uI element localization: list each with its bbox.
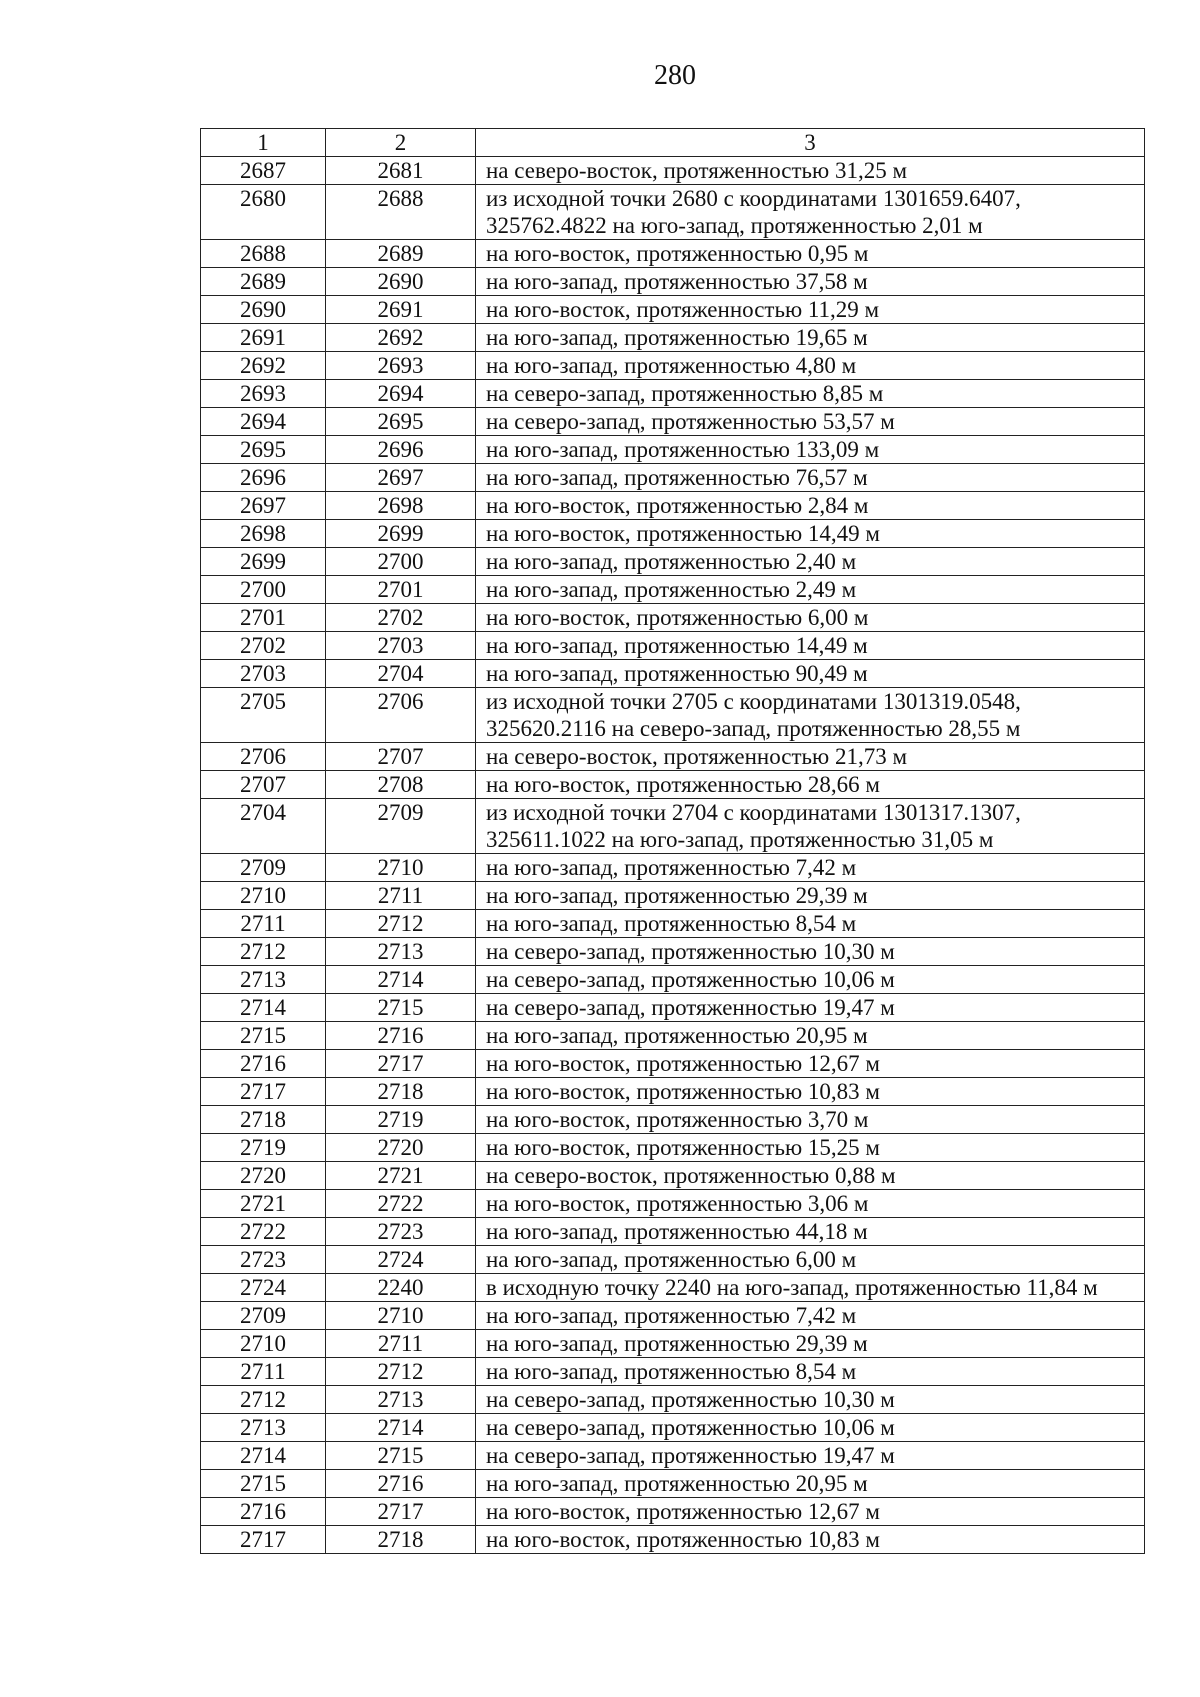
description-cell: на юго-восток, протяженностью 12,67 м <box>476 1050 1145 1078</box>
to-point-cell: 2693 <box>326 352 476 380</box>
from-point-cell: 2714 <box>201 994 326 1022</box>
from-point-cell: 2690 <box>201 296 326 324</box>
table-row <box>201 1386 1145 1414</box>
from-point-cell: 2701 <box>201 604 326 632</box>
description-cell: на северо-запад, протяженностью 10,30 м <box>476 938 1145 966</box>
from-point-cell: 2713 <box>201 966 326 994</box>
to-point-cell: 2704 <box>326 660 476 688</box>
table-row <box>201 1470 1145 1498</box>
to-point-cell: 2690 <box>326 268 476 296</box>
table-row <box>201 268 1145 296</box>
to-point-cell: 2716 <box>326 1470 476 1498</box>
to-point-cell: 2695 <box>326 408 476 436</box>
from-point-cell: 2707 <box>201 771 326 799</box>
table-row <box>201 1526 1145 1554</box>
to-point-cell: 2717 <box>326 1498 476 1526</box>
to-point-cell: 2688 <box>326 185 476 240</box>
from-point-cell: 2698 <box>201 520 326 548</box>
column-header: 2 <box>326 129 476 157</box>
to-point-cell: 2724 <box>326 1246 476 1274</box>
table-row <box>201 1358 1145 1386</box>
from-point-cell: 2720 <box>201 1162 326 1190</box>
from-point-cell: 2721 <box>201 1190 326 1218</box>
from-point-cell: 2713 <box>201 1414 326 1442</box>
to-point-cell: 2700 <box>326 548 476 576</box>
description-cell: из исходной точки 2705 с координатами 1301319.0548, 325620.2116 на северо-запад, протяженностью 28,55 м <box>476 688 1145 743</box>
to-point-cell: 2715 <box>326 1442 476 1470</box>
description-cell: на юго-запад, протяженностью 44,18 м <box>476 1218 1145 1246</box>
description-cell: на юго-восток, протяженностью 3,70 м <box>476 1106 1145 1134</box>
table-row <box>201 1442 1145 1470</box>
to-point-cell: 2240 <box>326 1274 476 1302</box>
column-header: 1 <box>201 129 326 157</box>
from-point-cell: 2694 <box>201 408 326 436</box>
to-point-cell: 2692 <box>326 324 476 352</box>
table-row <box>201 1022 1145 1050</box>
description-cell: на юго-запад, протяженностью 19,65 м <box>476 324 1145 352</box>
table-row <box>201 1134 1145 1162</box>
from-point-cell: 2717 <box>201 1526 326 1554</box>
table-row <box>201 660 1145 688</box>
from-point-cell: 2692 <box>201 352 326 380</box>
table-row <box>201 576 1145 604</box>
description-cell: на юго-восток, протяженностью 15,25 м <box>476 1134 1145 1162</box>
description-cell: на северо-запад, протяженностью 53,57 м <box>476 408 1145 436</box>
to-point-cell: 2712 <box>326 1358 476 1386</box>
from-point-cell: 2714 <box>201 1442 326 1470</box>
to-point-cell: 2698 <box>326 492 476 520</box>
table-row <box>201 1078 1145 1106</box>
description-cell: на юго-восток, протяженностью 2,84 м <box>476 492 1145 520</box>
table-row <box>201 1246 1145 1274</box>
from-point-cell: 2709 <box>201 854 326 882</box>
from-point-cell: 2719 <box>201 1134 326 1162</box>
from-point-cell: 2699 <box>201 548 326 576</box>
from-point-cell: 2693 <box>201 380 326 408</box>
description-cell: на северо-запад, протяженностью 10,30 м <box>476 1386 1145 1414</box>
table-row <box>201 994 1145 1022</box>
description-cell: на юго-запад, протяженностью 20,95 м <box>476 1022 1145 1050</box>
table-row <box>201 799 1145 854</box>
table-row <box>201 185 1145 240</box>
table-row <box>201 436 1145 464</box>
description-cell: на юго-запад, протяженностью 6,00 м <box>476 1246 1145 1274</box>
table-row <box>201 966 1145 994</box>
from-point-cell: 2680 <box>201 185 326 240</box>
to-point-cell: 2716 <box>326 1022 476 1050</box>
description-cell: в исходную точку 2240 на юго-запад, протяженностью 11,84 м <box>476 1274 1145 1302</box>
description-cell: из исходной точки 2704 с координатами 1301317.1307, 325611.1022 на юго-запад, протяженностью 31,05 м <box>476 799 1145 854</box>
description-cell: на юго-запад, протяженностью 2,40 м <box>476 548 1145 576</box>
to-point-cell: 2713 <box>326 938 476 966</box>
description-cell: на юго-восток, протяженностью 6,00 м <box>476 604 1145 632</box>
to-point-cell: 2713 <box>326 1386 476 1414</box>
table-row <box>201 1106 1145 1134</box>
table-row <box>201 352 1145 380</box>
to-point-cell: 2711 <box>326 882 476 910</box>
to-point-cell: 2699 <box>326 520 476 548</box>
to-point-cell: 2718 <box>326 1526 476 1554</box>
table-row <box>201 492 1145 520</box>
from-point-cell: 2695 <box>201 436 326 464</box>
from-point-cell: 2722 <box>201 1218 326 1246</box>
to-point-cell: 2696 <box>326 436 476 464</box>
from-point-cell: 2715 <box>201 1470 326 1498</box>
to-point-cell: 2706 <box>326 688 476 743</box>
table-row <box>201 743 1145 771</box>
to-point-cell: 2720 <box>326 1134 476 1162</box>
description-cell: на юго-восток, протяженностью 28,66 м <box>476 771 1145 799</box>
from-point-cell: 2715 <box>201 1022 326 1050</box>
table-row <box>201 240 1145 268</box>
to-point-cell: 2709 <box>326 799 476 854</box>
boundary-table <box>200 128 1145 1554</box>
to-point-cell: 2715 <box>326 994 476 1022</box>
to-point-cell: 2694 <box>326 380 476 408</box>
from-point-cell: 2724 <box>201 1274 326 1302</box>
from-point-cell: 2711 <box>201 1358 326 1386</box>
description-cell: на юго-восток, протяженностью 14,49 м <box>476 520 1145 548</box>
from-point-cell: 2696 <box>201 464 326 492</box>
description-cell: на юго-запад, протяженностью 37,58 м <box>476 268 1145 296</box>
table-row <box>201 1050 1145 1078</box>
from-point-cell: 2710 <box>201 882 326 910</box>
description-cell: на юго-восток, протяженностью 10,83 м <box>476 1526 1145 1554</box>
description-cell: на юго-восток, протяженностью 12,67 м <box>476 1498 1145 1526</box>
to-point-cell: 2721 <box>326 1162 476 1190</box>
description-cell: на юго-запад, протяженностью 20,95 м <box>476 1470 1145 1498</box>
table-row <box>201 520 1145 548</box>
to-point-cell: 2681 <box>326 157 476 185</box>
table-row <box>201 1218 1145 1246</box>
table-row <box>201 938 1145 966</box>
description-cell: на юго-запад, протяженностью 29,39 м <box>476 882 1145 910</box>
from-point-cell: 2723 <box>201 1246 326 1274</box>
to-point-cell: 2711 <box>326 1330 476 1358</box>
to-point-cell: 2701 <box>326 576 476 604</box>
description-cell: на юго-запад, протяженностью 4,80 м <box>476 352 1145 380</box>
description-cell: на северо-запад, протяженностью 10,06 м <box>476 1414 1145 1442</box>
table-body <box>201 157 1145 1554</box>
table-row <box>201 632 1145 660</box>
description-cell: на северо-запад, протяженностью 19,47 м <box>476 994 1145 1022</box>
description-cell: на юго-восток, протяженностью 3,06 м <box>476 1190 1145 1218</box>
table-row <box>201 408 1145 436</box>
table-row <box>201 324 1145 352</box>
description-cell: на юго-запад, протяженностью 29,39 м <box>476 1330 1145 1358</box>
to-point-cell: 2708 <box>326 771 476 799</box>
description-cell: на северо-восток, протяженностью 31,25 м <box>476 157 1145 185</box>
table-row <box>201 380 1145 408</box>
table-row <box>201 157 1145 185</box>
description-cell: на северо-восток, протяженностью 21,73 м <box>476 743 1145 771</box>
table-row <box>201 854 1145 882</box>
from-point-cell: 2691 <box>201 324 326 352</box>
to-point-cell: 2702 <box>326 604 476 632</box>
description-cell: на юго-запад, протяженностью 2,49 м <box>476 576 1145 604</box>
from-point-cell: 2704 <box>201 799 326 854</box>
table-row <box>201 1330 1145 1358</box>
page-number: 280 <box>654 60 696 91</box>
table-row <box>201 464 1145 492</box>
table-row <box>201 1498 1145 1526</box>
table-row <box>201 771 1145 799</box>
table-row <box>201 1274 1145 1302</box>
from-point-cell: 2716 <box>201 1498 326 1526</box>
from-point-cell: 2705 <box>201 688 326 743</box>
from-point-cell: 2717 <box>201 1078 326 1106</box>
to-point-cell: 2714 <box>326 966 476 994</box>
to-point-cell: 2722 <box>326 1190 476 1218</box>
description-cell: на юго-восток, протяженностью 10,83 м <box>476 1078 1145 1106</box>
table-row <box>201 882 1145 910</box>
to-point-cell: 2714 <box>326 1414 476 1442</box>
to-point-cell: 2689 <box>326 240 476 268</box>
to-point-cell: 2710 <box>326 1302 476 1330</box>
to-point-cell: 2717 <box>326 1050 476 1078</box>
description-cell: на юго-запад, протяженностью 90,49 м <box>476 660 1145 688</box>
description-cell: на юго-запад, протяженностью 14,49 м <box>476 632 1145 660</box>
from-point-cell: 2700 <box>201 576 326 604</box>
table-row <box>201 688 1145 743</box>
from-point-cell: 2710 <box>201 1330 326 1358</box>
from-point-cell: 2718 <box>201 1106 326 1134</box>
description-cell: на юго-запад, протяженностью 8,54 м <box>476 1358 1145 1386</box>
table-row <box>201 1190 1145 1218</box>
from-point-cell: 2697 <box>201 492 326 520</box>
from-point-cell: 2709 <box>201 1302 326 1330</box>
table-row <box>201 910 1145 938</box>
description-cell: на северо-запад, протяженностью 19,47 м <box>476 1442 1145 1470</box>
from-point-cell: 2689 <box>201 268 326 296</box>
to-point-cell: 2697 <box>326 464 476 492</box>
description-cell: на юго-запад, протяженностью 76,57 м <box>476 464 1145 492</box>
description-cell: на юго-запад, протяженностью 7,42 м <box>476 854 1145 882</box>
from-point-cell: 2711 <box>201 910 326 938</box>
from-point-cell: 2712 <box>201 1386 326 1414</box>
description-cell: на юго-восток, протяженностью 11,29 м <box>476 296 1145 324</box>
column-header: 3 <box>476 129 1145 157</box>
from-point-cell: 2702 <box>201 632 326 660</box>
table-row <box>201 604 1145 632</box>
table-header-row <box>201 129 1145 157</box>
from-point-cell: 2687 <box>201 157 326 185</box>
from-point-cell: 2712 <box>201 938 326 966</box>
from-point-cell: 2703 <box>201 660 326 688</box>
description-cell: на северо-запад, протяженностью 10,06 м <box>476 966 1145 994</box>
to-point-cell: 2723 <box>326 1218 476 1246</box>
table-row <box>201 548 1145 576</box>
to-point-cell: 2710 <box>326 854 476 882</box>
description-cell: на юго-восток, протяженностью 0,95 м <box>476 240 1145 268</box>
table-row <box>201 1414 1145 1442</box>
from-point-cell: 2688 <box>201 240 326 268</box>
table-row <box>201 1162 1145 1190</box>
description-cell: на северо-восток, протяженностью 0,88 м <box>476 1162 1145 1190</box>
from-point-cell: 2716 <box>201 1050 326 1078</box>
description-cell: на юго-запад, протяженностью 133,09 м <box>476 436 1145 464</box>
to-point-cell: 2712 <box>326 910 476 938</box>
to-point-cell: 2703 <box>326 632 476 660</box>
to-point-cell: 2707 <box>326 743 476 771</box>
description-cell: на юго-запад, протяженностью 8,54 м <box>476 910 1145 938</box>
description-cell: из исходной точки 2680 с координатами 1301659.6407, 325762.4822 на юго-запад, протяженностью 2,01 м <box>476 185 1145 240</box>
description-cell: на юго-запад, протяженностью 7,42 м <box>476 1302 1145 1330</box>
to-point-cell: 2718 <box>326 1078 476 1106</box>
to-point-cell: 2719 <box>326 1106 476 1134</box>
from-point-cell: 2706 <box>201 743 326 771</box>
to-point-cell: 2691 <box>326 296 476 324</box>
description-cell: на северо-запад, протяженностью 8,85 м <box>476 380 1145 408</box>
table-row <box>201 1302 1145 1330</box>
table-row <box>201 296 1145 324</box>
